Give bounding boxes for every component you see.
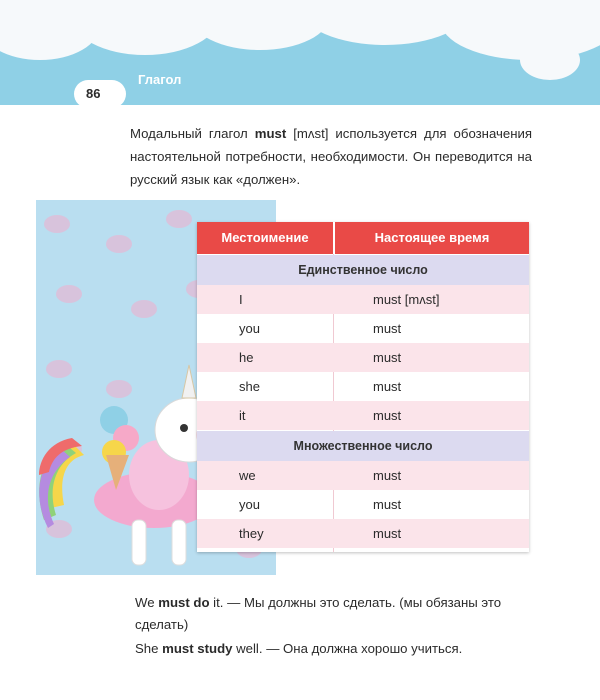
verb-form-cell: must	[373, 526, 402, 541]
table-row	[197, 401, 529, 430]
conjugation-table	[197, 222, 529, 552]
cloud-decoration	[520, 40, 580, 80]
verb-form-cell: must	[373, 379, 402, 394]
table-row	[197, 372, 529, 401]
table-row	[197, 461, 529, 490]
verb-form-cell: must	[373, 408, 402, 423]
table-row	[197, 285, 529, 314]
example-subject: We	[135, 595, 159, 610]
page-number: 86	[74, 80, 126, 108]
example-sentence	[135, 638, 533, 660]
group-header-plural: Множественное число	[197, 431, 529, 461]
pronoun-cell: you	[239, 321, 260, 336]
intro-text-after: [mʌst] используется для обозначения настоятельной потребности, необходимости. Он переводится на русский язык как «должен».	[130, 126, 532, 187]
table-header-pronoun: Местоимение	[197, 222, 333, 254]
verb-form-cell: must [mʌst]	[373, 292, 440, 307]
example-verb-phrase: must do	[158, 595, 210, 610]
verb-form-cell: must	[373, 497, 402, 512]
pronoun-cell: you	[239, 497, 260, 512]
table-row	[197, 519, 529, 548]
pronoun-cell: it	[239, 408, 246, 423]
pronoun-cell: I	[239, 292, 243, 307]
group-header-singular: Единственное число	[197, 255, 529, 285]
verb-form-cell: must	[373, 350, 402, 365]
section-title: Глагол	[138, 72, 182, 87]
example-translation: it. — Мы должны это сделать. (мы обязаны это сделать)	[135, 595, 502, 632]
pronoun-cell: she	[239, 379, 260, 394]
intro-text-before: Модальный глагол	[130, 126, 255, 141]
table-row	[197, 343, 529, 372]
verb-form-cell: must	[373, 468, 402, 483]
pronoun-cell: we	[239, 468, 256, 483]
pronoun-cell: they	[239, 526, 264, 541]
table-row	[197, 314, 529, 343]
example-verb-phrase: must study	[162, 641, 233, 656]
pronoun-cell: he	[239, 350, 254, 365]
example-sentence	[135, 592, 533, 636]
example-translation: well. — Она должна хорошо учиться.	[232, 641, 463, 656]
table-row	[197, 490, 529, 519]
intro-keyword: must	[254, 126, 287, 141]
table-header-present: Настоящее время	[335, 222, 529, 254]
intro-paragraph	[130, 122, 532, 191]
example-subject: She	[135, 641, 163, 656]
verb-form-cell: must	[373, 321, 402, 336]
